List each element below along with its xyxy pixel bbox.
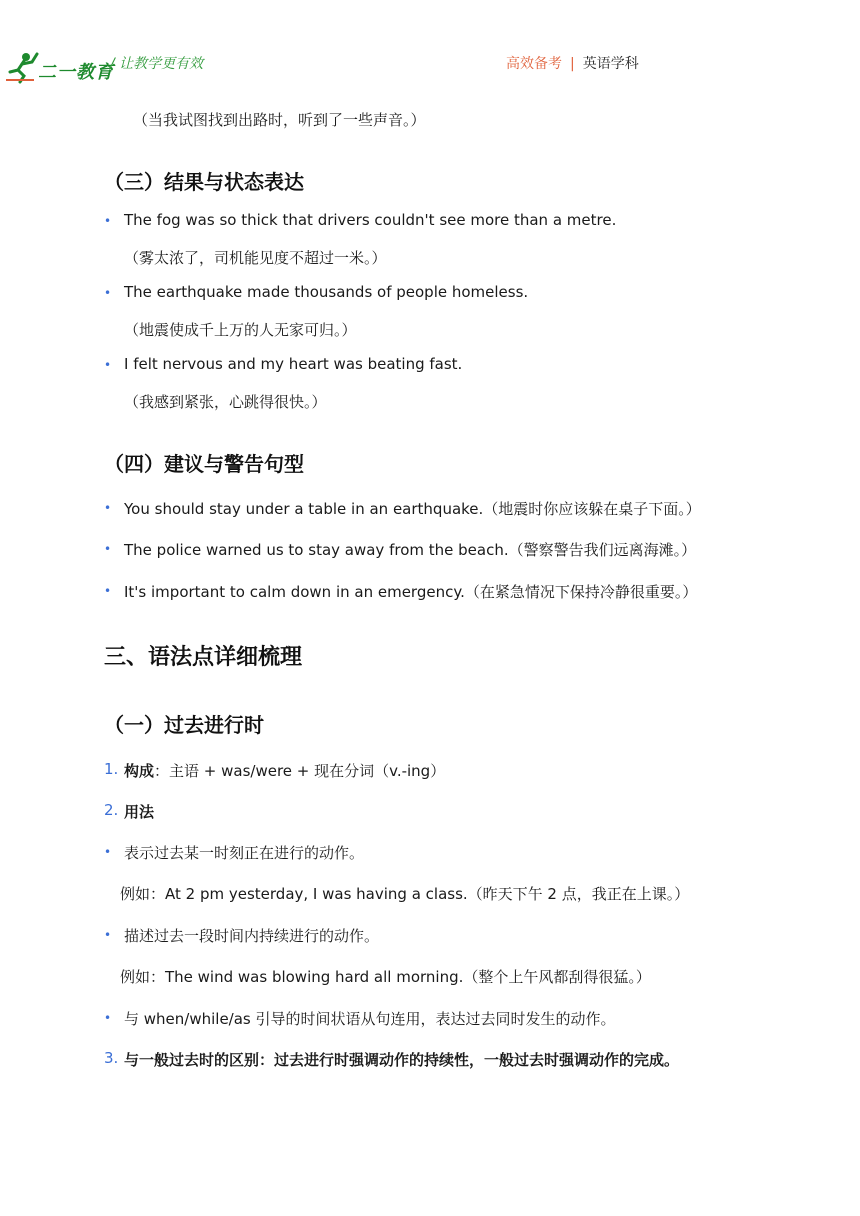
bullet-icon: • — [104, 358, 112, 372]
intro-line: （当我试图找到出路时，听到了一些声音。） — [133, 111, 426, 129]
grammar-title: （一）过去进行时 — [104, 713, 264, 737]
bullet-icon: • — [104, 845, 112, 859]
sentence-en: I felt nervous and my heart was beating fast. — [124, 355, 463, 373]
section-4-title: （四）建议与警告句型 — [104, 452, 304, 476]
list-number: 1. — [104, 760, 119, 778]
advice-sentence: The police warned us to stay away from the beach.（警察警告我们远离海滩。） — [124, 541, 697, 559]
difference-label: 与一般过去时的区别 — [124, 1051, 260, 1069]
bullet-icon: • — [104, 542, 112, 556]
section-3-title: （三）结果与状态表达 — [104, 170, 304, 194]
header-label-subject: 英语学科 — [582, 56, 639, 72]
bullet-icon: • — [104, 928, 112, 942]
sentence-en: The fog was so thick that drivers couldn't see more than a metre. — [124, 211, 617, 229]
structure-label: 构成 — [124, 762, 155, 780]
bullet-icon: • — [104, 214, 112, 228]
usage-item: 描述过去一段时间内持续进行的动作。 — [124, 927, 380, 945]
logo-text: 二一教育 — [38, 62, 114, 83]
runner-logo-icon — [4, 50, 40, 84]
sentence-zh: （地震使成千上万的人无家可归。） — [124, 321, 357, 339]
bullet-icon: • — [104, 501, 112, 515]
usage-label: 用法 — [124, 803, 155, 821]
usage-example: 例如：The wind was blowing hard all morning.（整个上午风都刮得很猛。） — [120, 968, 651, 986]
part-3-title: 三、语法点详细梳理 — [104, 645, 303, 670]
sentence-zh: （雾太浓了，司机能见度不超过一米。） — [124, 249, 387, 267]
bullet-icon: • — [104, 1011, 112, 1025]
difference-text: ：过去进行时强调动作的持续性，一般过去时强调动作的完成。 — [259, 1051, 680, 1069]
header-label-exam: 高效备考 — [506, 56, 562, 72]
header-slogan: / 让教学更有效 — [110, 56, 204, 72]
usage-example: 例如：At 2 pm yesterday, I was having a class.（昨天下午 2 点，我正在上课。） — [120, 885, 690, 903]
header-right — [506, 53, 639, 73]
header-separator: | — [570, 56, 575, 72]
sentence-zh: （我感到紧张，心跳得很快。） — [124, 393, 327, 411]
advice-sentence: You should stay under a table in an earthquake.（地震时你应该躲在桌子下面。） — [124, 500, 701, 518]
structure-text: ：主语 + was/were + 现在分词（v.-ing） — [154, 762, 446, 780]
advice-sentence: It's important to calm down in an emergency.（在紧急情况下保持冷静很重要。） — [124, 583, 698, 601]
list-number: 3. — [104, 1049, 119, 1067]
usage-item: 表示过去某一时刻正在进行的动作。 — [124, 844, 365, 862]
usage-item: 与 when/while/as 引导的时间状语从句连用，表达过去同时发生的动作。 — [124, 1010, 616, 1028]
bullet-icon: • — [104, 584, 112, 598]
sentence-en: The earthquake made thousands of people homeless. — [124, 283, 529, 301]
list-number: 2. — [104, 801, 119, 819]
bullet-icon: • — [104, 286, 112, 300]
difference-line — [124, 1049, 679, 1070]
structure-line — [124, 760, 445, 781]
